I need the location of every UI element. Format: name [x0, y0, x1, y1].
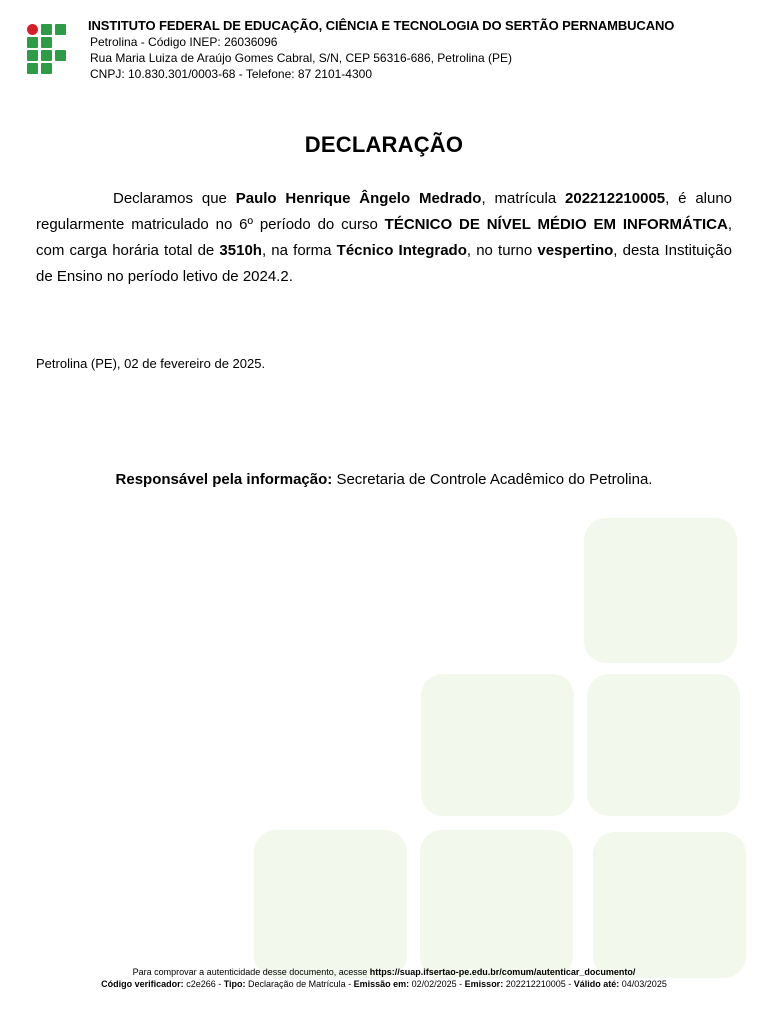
code-value: c2e266 -	[183, 979, 224, 989]
logo-red-dot	[27, 24, 38, 35]
declaration-text-7: , desta Instituição de Ensino no período letivo de 2024.2.	[36, 242, 732, 285]
footer-instruction: Para comprovar a autenticidade desse documento, acesse	[132, 967, 370, 977]
logo-square	[27, 37, 38, 48]
logo-square	[55, 24, 66, 35]
document-header	[88, 18, 748, 82]
cnpj-line: CNPJ: 10.830.301/0003-68 - Telefone: 87 2101-4300	[90, 67, 372, 81]
type-label: Tipo:	[223, 979, 246, 989]
logo-square	[27, 63, 38, 74]
type-value: Declaração de Matrícula -	[245, 979, 354, 989]
watermark-block	[254, 830, 407, 978]
issuer-label: Emissor:	[464, 979, 504, 989]
declaration-text-5: , na forma	[261, 242, 337, 259]
course-name: TÉCNICO DE NÍVEL MÉDIO EM INFORMÁTICA	[384, 216, 728, 233]
footer-line-2	[0, 978, 768, 990]
shift: vespertino	[537, 242, 614, 259]
registration-number: 202212210005	[565, 190, 666, 207]
address-line: Rua Maria Luiza de Araújo Gomes Cabral, S/N, CEP 56316-686, Petrolina (PE)	[90, 51, 512, 65]
watermark-block	[421, 674, 574, 816]
watermark-block	[587, 674, 740, 816]
declaration-text-3: , é aluno regularmente matriculado no 6º período do curso	[36, 190, 733, 233]
authentication-url[interactable]: https://suap.ifsertao-pe.edu.br/comum/autenticar_documento/	[369, 967, 636, 977]
code-label: Código verificador:	[101, 979, 184, 989]
logo-square	[41, 24, 52, 35]
responsible-value: Secretaria de Controle Acadêmico do Petrolina.	[332, 471, 653, 488]
institution-logo	[27, 24, 69, 74]
emission-label: Emissão em:	[353, 979, 410, 989]
emission-value: 02/02/2025 -	[409, 979, 465, 989]
watermark-block	[593, 832, 746, 978]
logo-square	[41, 63, 52, 74]
document-title: DECLARAÇÃO	[304, 132, 464, 157]
student-name: Paulo Henrique Ângelo Medrado	[235, 190, 482, 207]
authentication-footer	[0, 966, 768, 990]
declaration-text-2: , matrícula	[481, 190, 566, 207]
declaration-text-1: Declaramos que	[113, 190, 236, 207]
place-date: Petrolina (PE), 02 de fevereiro de 2025.	[36, 356, 266, 371]
workload: 3510h	[219, 242, 262, 259]
institution-name: INSTITUTO FEDERAL DE EDUCAÇÃO, CIÊNCIA E TECNOLOGIA DO SERTÃO PERNAMBUCANO	[88, 18, 675, 33]
campus-line: Petrolina - Código INEP: 26036096	[90, 35, 278, 49]
watermark-block	[584, 518, 737, 663]
logo-square	[41, 37, 52, 48]
logo-square	[41, 50, 52, 61]
footer-line-1	[0, 966, 768, 978]
modality: Técnico Integrado	[336, 242, 467, 259]
issuer-value: 202212210005 -	[503, 979, 574, 989]
logo-square	[27, 50, 38, 61]
valid-label: Válido até:	[573, 979, 620, 989]
declaration-text-6: , no turno	[466, 242, 538, 259]
declaration-paragraph	[36, 186, 732, 290]
watermark-block	[420, 830, 573, 978]
logo-square	[55, 50, 66, 61]
valid-value: 04/03/2025	[619, 979, 667, 989]
responsible-label: Responsável pela informação:	[115, 471, 333, 488]
declaration-text-4: , com carga horária total de	[36, 216, 732, 259]
responsible-info	[0, 471, 768, 488]
